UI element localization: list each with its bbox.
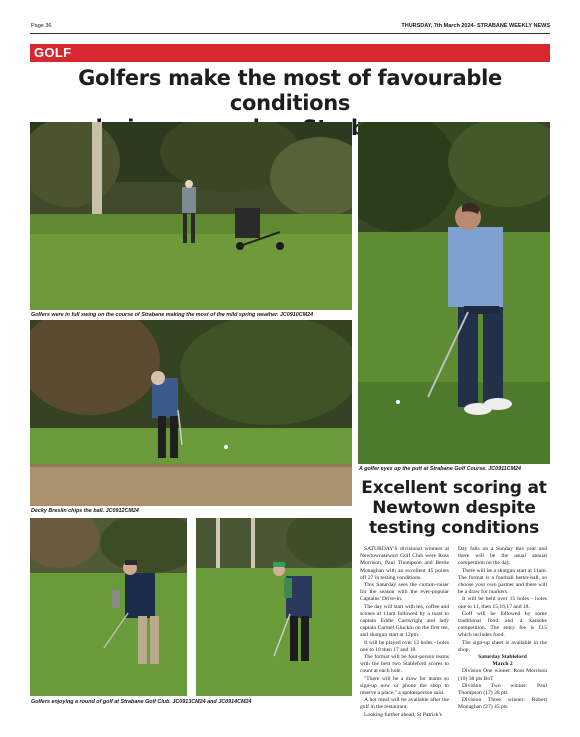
photo-golfer-with-trolley — [30, 122, 352, 310]
story-paragraph: SATURDAY'S divisional winners at Newtownstewart Golf Club were Ross Morrison, Paul Thompson and Bertie Monaghan with an excellent 45 points off 27 in testing conditions. — [360, 546, 449, 581]
photo-golfer-green-cap — [196, 518, 352, 696]
story-paragraph: Golf will be followed by some traditional food and a karaoke competition. The entry fee is £15 which includes food. — [458, 610, 547, 639]
caption-photo-3: Decky Breslin chips the ball. JC0912CM24 — [31, 508, 139, 514]
caption-photo-1: Golfers were in full swing on the course of Strabane making the most of the mild spring weather. JC0910CM24 — [31, 312, 314, 318]
photo-golfer-blue-jacket — [30, 518, 187, 696]
story-headline — [357, 478, 551, 538]
story-paragraph: This Saturday sees the curtain-raiser for the season with the ever-popular Captains' Drive-in. — [360, 582, 449, 603]
story-paragraph: It will be held over 15 holes - holes one to 11, then 15,16,17 and 18. — [458, 596, 547, 610]
story-headline-line-2: Newtown despite — [372, 498, 536, 518]
story-paragraph: Looking further ahead, St Patrick's — [364, 711, 442, 718]
photo-chipping — [30, 320, 352, 506]
page-number: Page 36 — [31, 23, 52, 29]
story-paragraph: Day falls on a Sunday this year and there will be the usual annual competition on the day. — [458, 546, 547, 567]
results-date: March 2 — [492, 661, 513, 668]
story-paragraph: There will be a shotgun start at 11am. The format is a fourball better-ball, so choose your own partner and there will be a draw for markers. — [458, 567, 547, 596]
result-line: Division Three winner: Robert Monaghan (27) 45 pts — [458, 697, 547, 711]
story-paragraph: The format will be four-person teams with the best two Stableford scores to count at each hole. — [360, 654, 449, 675]
results-title: Saturday Stableford — [478, 654, 527, 661]
result-line: Division Two winner: Paul Thompson (17) 38 pts — [458, 682, 547, 697]
story-paragraph: The sign-up sheet is available in the shop. — [458, 639, 547, 653]
result-line: Division One winner: Ross Morrison (10) 38 pts BoT — [458, 668, 547, 682]
story-column-1 — [360, 546, 449, 719]
headline-line-1: Golfers make the most of favourable conditions — [78, 66, 502, 115]
story-paragraph: It will be played over 12 holes - holes one to 10 then 17 and 18. — [360, 639, 449, 653]
headline-line-2: Strabane — [302, 116, 409, 140]
story-headline-line-1: Excellent scoring at — [361, 478, 547, 498]
caption-photo-4-5: Golfers enjoying a round of golf at Strabane Golf Club. JC0913CM24 and JC0914CM24 — [31, 699, 252, 705]
photo-golfer-putting — [358, 122, 550, 464]
caption-photo-2: A golfer eyes up the putt at Strabane Golf Course. JC0911CM24 — [359, 466, 522, 472]
story-paragraph: A hot meal will be available after the golf in the restaurant. — [360, 697, 449, 711]
story-paragraph: The day will start with tea, coffee and scones at 11am followed by a toast to captain Eddie Cartwright and lady captain Carmel Gluckin on the first tee, and shotgun start at 12pm. — [360, 603, 449, 639]
section-label: GOLF — [34, 45, 72, 60]
story-headline-line-3: testing conditions — [368, 518, 540, 538]
story-column-2 — [458, 546, 547, 712]
header-rule — [30, 33, 550, 34]
section-bar — [30, 44, 550, 62]
issue-date: THURSDAY, 7th March 2024- STRABANE WEEKLY NEWS — [401, 23, 550, 29]
story-paragraph: "There will be a draw for teams so sign-up now or phone the shop to reserve a place," a spokesperson said. — [360, 675, 449, 697]
